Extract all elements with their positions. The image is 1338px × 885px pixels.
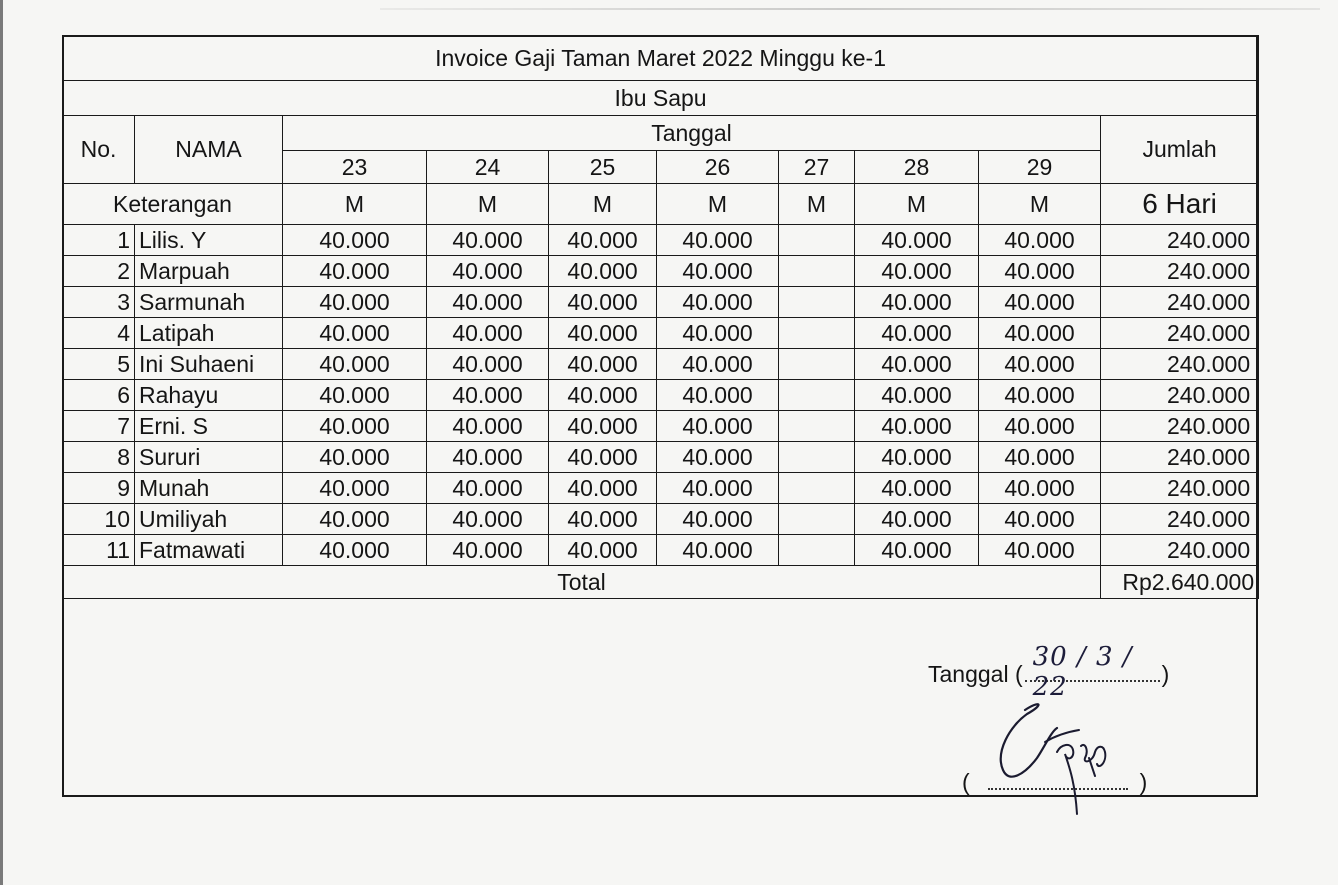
scan-artifact-line xyxy=(380,8,1320,10)
table-row xyxy=(63,380,1259,411)
date-header-cell: 23 xyxy=(283,151,427,184)
wage-cell xyxy=(779,473,855,504)
header-jumlah: Jumlah xyxy=(1101,116,1259,184)
wage-cell xyxy=(779,535,855,566)
row-total: 240.000 xyxy=(1101,442,1259,473)
row-number: 8 xyxy=(63,442,135,473)
table-row xyxy=(63,225,1259,256)
wage-cell: 40.000 xyxy=(855,287,979,318)
date-header-cell: 29 xyxy=(979,151,1101,184)
table-row xyxy=(63,318,1259,349)
wage-cell: 40.000 xyxy=(855,225,979,256)
row-number: 2 xyxy=(63,256,135,287)
wage-cell: 40.000 xyxy=(855,504,979,535)
shift-code-cell: M xyxy=(549,184,657,225)
wage-cell: 40.000 xyxy=(549,504,657,535)
wage-cell: 40.000 xyxy=(979,535,1101,566)
row-total: 240.000 xyxy=(1101,256,1259,287)
wage-cell: 40.000 xyxy=(979,411,1101,442)
wage-cell: 40.000 xyxy=(549,287,657,318)
wage-cell: 40.000 xyxy=(979,318,1101,349)
table-row xyxy=(63,535,1259,566)
wage-cell: 40.000 xyxy=(979,349,1101,380)
row-number: 11 xyxy=(63,535,135,566)
date-label: Tanggal ( xyxy=(928,661,1023,687)
signature-close-paren: ) xyxy=(1139,769,1148,795)
wage-cell xyxy=(779,287,855,318)
wage-cell xyxy=(779,225,855,256)
wage-cell: 40.000 xyxy=(855,473,979,504)
signature-open-paren: ( xyxy=(962,769,970,795)
total-label: Total xyxy=(63,566,1101,599)
wage-cell: 40.000 xyxy=(427,287,549,318)
employee-name: Latipah xyxy=(135,318,283,349)
employee-name: Erni. S xyxy=(135,411,283,442)
employee-name: Sarmunah xyxy=(135,287,283,318)
shift-code-cell: M xyxy=(855,184,979,225)
wage-cell: 40.000 xyxy=(427,442,549,473)
wage-cell: 40.000 xyxy=(427,225,549,256)
row-number: 5 xyxy=(63,349,135,380)
date-header-cell: 26 xyxy=(657,151,779,184)
wage-cell: 40.000 xyxy=(657,535,779,566)
header-no: No. xyxy=(63,116,135,184)
wage-cell: 40.000 xyxy=(283,225,427,256)
wage-cell: 40.000 xyxy=(979,225,1101,256)
row-number: 10 xyxy=(63,504,135,535)
signature-dotted-field xyxy=(988,768,1128,790)
wage-cell: 40.000 xyxy=(979,504,1101,535)
wage-cell: 40.000 xyxy=(979,473,1101,504)
wage-cell: 40.000 xyxy=(283,318,427,349)
employee-name: Rahayu xyxy=(135,380,283,411)
row-total: 240.000 xyxy=(1101,225,1259,256)
shift-code-cell: M xyxy=(779,184,855,225)
wage-cell: 40.000 xyxy=(855,318,979,349)
wage-cell: 40.000 xyxy=(283,256,427,287)
wage-cell xyxy=(779,318,855,349)
shift-code-cell: M xyxy=(427,184,549,225)
wage-cell: 40.000 xyxy=(549,473,657,504)
employee-name: Fatmawati xyxy=(135,535,283,566)
employee-name: Munah xyxy=(135,473,283,504)
employee-name: Ini Suhaeni xyxy=(135,349,283,380)
wage-cell: 40.000 xyxy=(657,411,779,442)
wage-cell: 40.000 xyxy=(427,504,549,535)
wage-cell: 40.000 xyxy=(979,287,1101,318)
wage-cell: 40.000 xyxy=(657,318,779,349)
row-number: 1 xyxy=(63,225,135,256)
wage-cell: 40.000 xyxy=(657,380,779,411)
wage-cell: 40.000 xyxy=(549,256,657,287)
wage-cell: 40.000 xyxy=(855,535,979,566)
table-row xyxy=(63,349,1259,380)
wage-cell: 40.000 xyxy=(855,349,979,380)
table-row xyxy=(63,256,1259,287)
wage-cell xyxy=(779,380,855,411)
shift-code-cell: M xyxy=(657,184,779,225)
wage-cell: 40.000 xyxy=(657,473,779,504)
wage-cell: 40.000 xyxy=(427,380,549,411)
table-row xyxy=(63,504,1259,535)
wage-cell: 40.000 xyxy=(549,442,657,473)
row-total: 240.000 xyxy=(1101,504,1259,535)
date-header-cell: 27 xyxy=(779,151,855,184)
invoice-title: Invoice Gaji Taman Maret 2022 Minggu ke-1 xyxy=(63,36,1259,81)
wage-cell: 40.000 xyxy=(427,256,549,287)
wage-cell xyxy=(779,256,855,287)
invoice-subtitle: Ibu Sapu xyxy=(63,81,1259,116)
grand-total: Rp2.640.000 xyxy=(1101,566,1259,599)
row-total: 240.000 xyxy=(1101,411,1259,442)
employee-name: Lilis. Y xyxy=(135,225,283,256)
wage-cell: 40.000 xyxy=(427,535,549,566)
handwritten-date: 30 / 3 / 22 xyxy=(1032,642,1133,702)
row-total: 240.000 xyxy=(1101,318,1259,349)
wage-cell: 40.000 xyxy=(549,349,657,380)
wage-cell xyxy=(779,411,855,442)
wage-cell xyxy=(779,504,855,535)
wage-cell: 40.000 xyxy=(427,318,549,349)
wage-cell xyxy=(779,349,855,380)
date-close-paren: ) xyxy=(1161,661,1170,687)
wage-cell: 40.000 xyxy=(657,256,779,287)
table-row xyxy=(63,287,1259,318)
signature-line xyxy=(962,768,1147,796)
keterangan-row xyxy=(63,184,1259,225)
shift-code-cell: M xyxy=(283,184,427,225)
date-dotted-field xyxy=(1025,642,1160,702)
wage-cell: 40.000 xyxy=(283,442,427,473)
wage-cell: 40.000 xyxy=(549,225,657,256)
wage-cell: 40.000 xyxy=(549,535,657,566)
wage-cell: 40.000 xyxy=(657,504,779,535)
days-count: 6 Hari xyxy=(1101,184,1259,225)
row-total: 240.000 xyxy=(1101,473,1259,504)
wage-cell: 40.000 xyxy=(427,411,549,442)
wage-cell: 40.000 xyxy=(283,473,427,504)
date-header-cell: 25 xyxy=(549,151,657,184)
header-nama: NAMA xyxy=(135,116,283,184)
date-header-cell: 24 xyxy=(427,151,549,184)
signature-icon xyxy=(985,692,1135,822)
wage-cell: 40.000 xyxy=(283,504,427,535)
wage-cell: 40.000 xyxy=(283,349,427,380)
wage-cell: 40.000 xyxy=(657,442,779,473)
shift-code-cell: M xyxy=(979,184,1101,225)
keterangan-label: Keterangan xyxy=(63,184,283,225)
wage-cell: 40.000 xyxy=(855,380,979,411)
wage-cell: 40.000 xyxy=(855,442,979,473)
row-number: 6 xyxy=(63,380,135,411)
wage-cell: 40.000 xyxy=(283,411,427,442)
wage-cell: 40.000 xyxy=(549,318,657,349)
wage-cell: 40.000 xyxy=(427,473,549,504)
wage-cell: 40.000 xyxy=(979,256,1101,287)
total-row xyxy=(63,566,1259,599)
employee-name: Sururi xyxy=(135,442,283,473)
table-row xyxy=(63,473,1259,504)
wage-cell: 40.000 xyxy=(283,535,427,566)
table-row xyxy=(63,442,1259,473)
wage-cell: 40.000 xyxy=(657,225,779,256)
wage-cell: 40.000 xyxy=(283,380,427,411)
wage-cell xyxy=(779,442,855,473)
wage-cell: 40.000 xyxy=(549,380,657,411)
wage-cell: 40.000 xyxy=(979,380,1101,411)
wage-cell: 40.000 xyxy=(657,349,779,380)
date-line xyxy=(928,642,1170,702)
table-row xyxy=(63,411,1259,442)
date-header-cell: 28 xyxy=(855,151,979,184)
scan-edge xyxy=(0,0,3,885)
row-number: 3 xyxy=(63,287,135,318)
invoice-table xyxy=(62,35,1259,599)
row-number: 9 xyxy=(63,473,135,504)
wage-cell: 40.000 xyxy=(283,287,427,318)
row-number: 4 xyxy=(63,318,135,349)
employee-name: Marpuah xyxy=(135,256,283,287)
wage-cell: 40.000 xyxy=(855,256,979,287)
wage-cell: 40.000 xyxy=(657,287,779,318)
row-number: 7 xyxy=(63,411,135,442)
row-total: 240.000 xyxy=(1101,349,1259,380)
wage-cell: 40.000 xyxy=(855,411,979,442)
wage-cell: 40.000 xyxy=(979,442,1101,473)
header-tanggal: Tanggal xyxy=(283,116,1101,151)
employee-name: Umiliyah xyxy=(135,504,283,535)
row-total: 240.000 xyxy=(1101,535,1259,566)
wage-cell: 40.000 xyxy=(427,349,549,380)
row-total: 240.000 xyxy=(1101,287,1259,318)
wage-cell: 40.000 xyxy=(549,411,657,442)
row-total: 240.000 xyxy=(1101,380,1259,411)
